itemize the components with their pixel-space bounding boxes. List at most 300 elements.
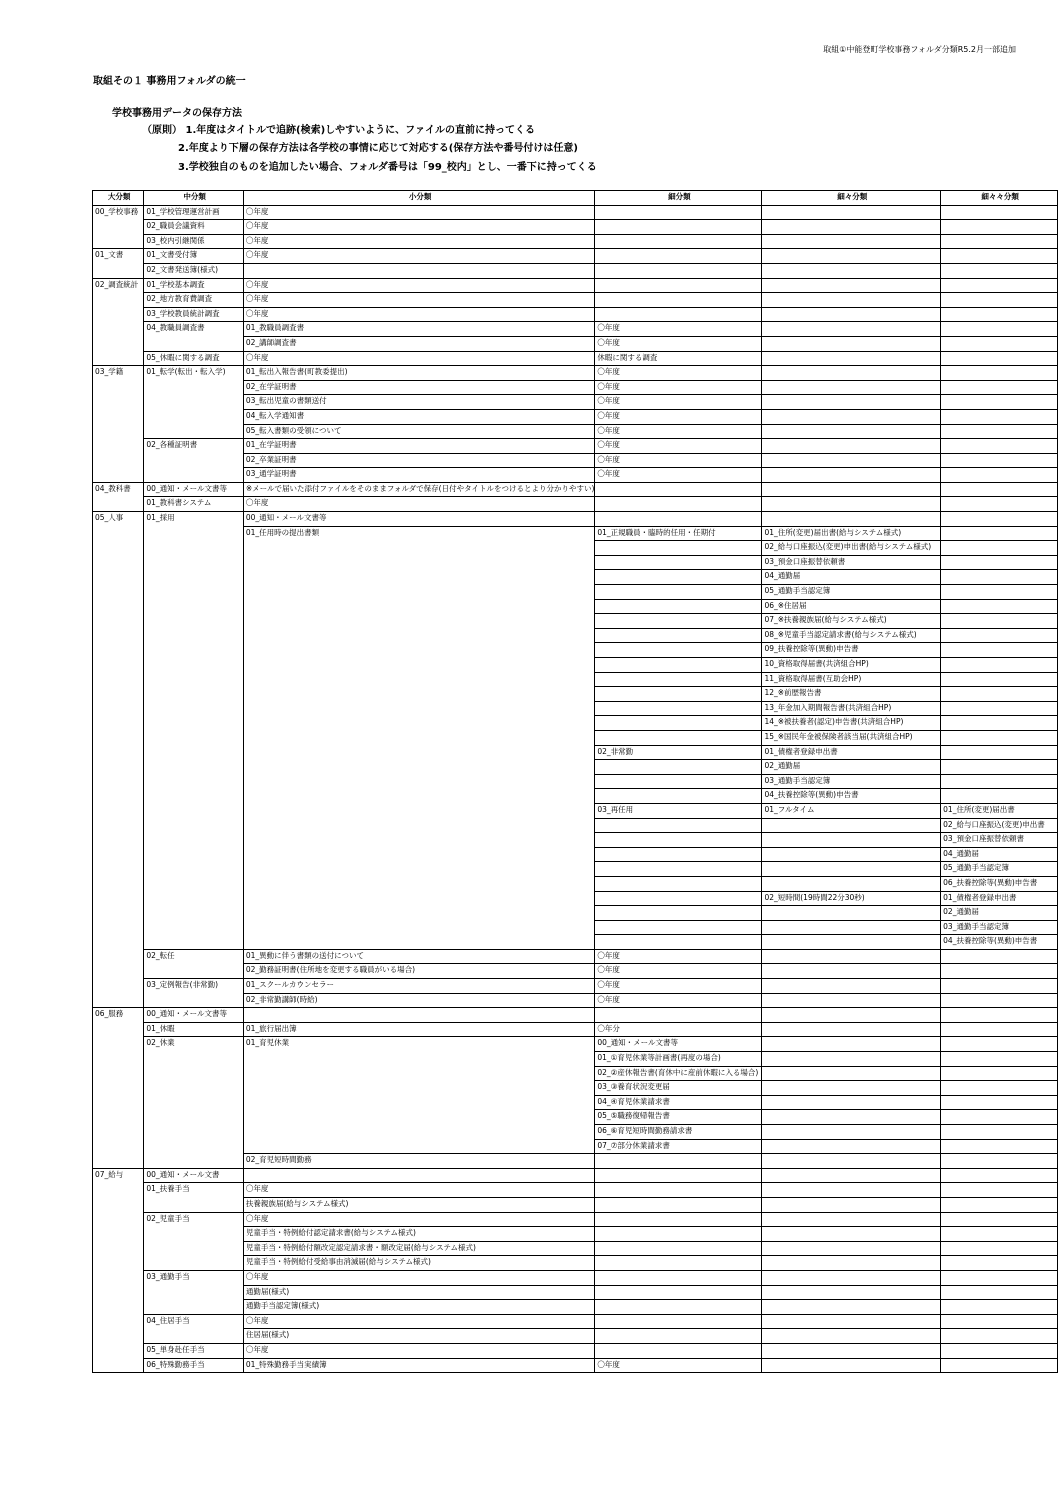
table-row: [93, 1183, 1058, 1198]
table-cell: [93, 395, 144, 410]
table-cell: 01_正規職員・臨時的任用・任期付: [595, 526, 762, 541]
table-cell: [93, 234, 144, 249]
table-cell: [144, 453, 244, 468]
table-cell: [941, 1227, 1058, 1242]
table-cell: [595, 1183, 762, 1198]
table-cell: [144, 570, 244, 585]
table-cell: [144, 1095, 244, 1110]
table-cell: [941, 730, 1058, 745]
table-cell: 03_通勤手当認定簿: [941, 920, 1058, 935]
table-cell: [144, 1285, 244, 1300]
table-cell: [144, 1125, 244, 1140]
table-cell: 〇年度: [243, 1343, 595, 1358]
table-row: [93, 1285, 1058, 1300]
table-cell: [762, 424, 941, 439]
table-cell: [595, 862, 762, 877]
table-cell: [93, 1066, 144, 1081]
table-cell: [144, 745, 244, 760]
table-cell: 01_文書: [93, 249, 144, 264]
table-cell: 04_教科書: [93, 482, 144, 497]
table-cell: 〇年度: [595, 409, 762, 424]
table-row: [93, 512, 1058, 527]
table-cell: [941, 1358, 1058, 1373]
table-cell: [762, 862, 941, 877]
table-cell: [243, 833, 595, 848]
table-cell: 通勤手当認定簿(様式): [243, 1300, 595, 1315]
table-cell: [243, 701, 595, 716]
table-cell: [243, 891, 595, 906]
table-cell: 01_住所(変更)届出書: [941, 803, 1058, 818]
table-cell: [243, 570, 595, 585]
table-cell: 00_学校事務: [93, 205, 144, 220]
table-cell: 02_講師調査書: [243, 336, 595, 351]
table-cell: [243, 687, 595, 702]
table-row: [93, 847, 1058, 862]
table-cell: [93, 1197, 144, 1212]
table-cell: 05_単身赴任手当: [144, 1343, 244, 1358]
table-cell: 02_卒業証明書: [243, 453, 595, 468]
table-cell: 04_転入学通知書: [243, 409, 595, 424]
table-cell: [144, 1329, 244, 1344]
table-cell: [941, 278, 1058, 293]
table-cell: 02_児童手当: [144, 1212, 244, 1227]
table-cell: 〇年度: [243, 1212, 595, 1227]
table-cell: [941, 263, 1058, 278]
table-cell: [595, 555, 762, 570]
table-cell: [93, 263, 144, 278]
table-cell: 03_学校教員統計調査: [144, 307, 244, 322]
column-header: 細々々分類: [941, 191, 1058, 206]
table-cell: [941, 482, 1058, 497]
table-cell: [595, 497, 762, 512]
table-cell: [144, 380, 244, 395]
table-cell: [144, 760, 244, 775]
table-cell: 00_通知・メール文書等: [243, 512, 595, 527]
table-cell: 05_通勤手当認定簿: [941, 862, 1058, 877]
table-cell: [595, 818, 762, 833]
table-cell: 〇年度: [243, 234, 595, 249]
table-row: [93, 439, 1058, 454]
table-cell: [595, 1270, 762, 1285]
table-cell: [93, 876, 144, 891]
table-cell: 〇年度: [595, 380, 762, 395]
table-row: [93, 395, 1058, 410]
table-cell: 12_※前歴報告書: [762, 687, 941, 702]
table-cell: ※メールで届いた添付ファイルをそのままフォルダで保存(日付やタイトルをつけるとより分かりやすい): [243, 482, 595, 497]
table-cell: [595, 220, 762, 235]
table-cell: 〇年度: [595, 336, 762, 351]
table-cell: [93, 307, 144, 322]
table-cell: [243, 774, 595, 789]
table-cell: [595, 687, 762, 702]
table-cell: [941, 249, 1058, 264]
table-row: [93, 1037, 1058, 1052]
table-cell: [595, 278, 762, 293]
table-cell: 07_⑦部分休業請求書: [595, 1139, 762, 1154]
table-cell: [243, 1081, 595, 1096]
table-cell: 00_通知・メール文書: [144, 1168, 244, 1183]
table-cell: 〇年度: [595, 1358, 762, 1373]
table-row: [93, 920, 1058, 935]
table-cell: [941, 1110, 1058, 1125]
table-cell: [762, 949, 941, 964]
table-cell: [595, 512, 762, 527]
table-cell: 06_扶養控除等(異動)申告書: [941, 876, 1058, 891]
table-cell: [595, 1343, 762, 1358]
table-cell: 01_債権者登録申出書: [941, 891, 1058, 906]
table-cell: [762, 993, 941, 1008]
table-cell: [762, 482, 941, 497]
table-cell: [243, 1125, 595, 1140]
table-row: [93, 351, 1058, 366]
table-row: [93, 1022, 1058, 1037]
table-cell: [595, 234, 762, 249]
table-row: [93, 1095, 1058, 1110]
table-row: [93, 424, 1058, 439]
table-cell: [941, 307, 1058, 322]
table-cell: 05_休暇に関する調査: [144, 351, 244, 366]
table-cell: [941, 380, 1058, 395]
table-body: [93, 205, 1058, 1373]
table-cell: [93, 1329, 144, 1344]
table-cell: [243, 716, 595, 731]
table-cell: [941, 409, 1058, 424]
table-cell: 00_通知・メール文書等: [595, 1037, 762, 1052]
table-cell: [595, 482, 762, 497]
table-cell: 01_任用時の提出書類: [243, 526, 595, 541]
table-cell: [941, 570, 1058, 585]
table-cell: [243, 862, 595, 877]
table-row: [93, 1154, 1058, 1169]
table-cell: [595, 1300, 762, 1315]
table-row: [93, 1329, 1058, 1344]
table-cell: [762, 220, 941, 235]
column-header: 小分類: [243, 191, 595, 206]
table-cell: [243, 672, 595, 687]
table-cell: 00_通知・メール文書等: [144, 482, 244, 497]
table-cell: 02_勤務証明書(住所地を変更する職員がいる場合): [243, 964, 595, 979]
table-row: [93, 570, 1058, 585]
table-cell: [595, 263, 762, 278]
table-cell: 〇年度: [243, 1183, 595, 1198]
table-cell: [941, 1270, 1058, 1285]
table-cell: [941, 716, 1058, 731]
table-cell: [144, 906, 244, 921]
table-row: [93, 1008, 1058, 1023]
table-cell: [762, 1270, 941, 1285]
table-cell: 〇年度: [243, 278, 595, 293]
table-cell: [144, 424, 244, 439]
table-cell: [762, 906, 941, 921]
table-cell: [93, 1154, 144, 1169]
table-cell: [941, 541, 1058, 556]
table-cell: 02_非常勤講師(時給): [243, 993, 595, 1008]
table-cell: [243, 628, 595, 643]
table-cell: [762, 833, 941, 848]
table-row: [93, 541, 1058, 556]
table-cell: [144, 658, 244, 673]
table-row: [93, 745, 1058, 760]
table-cell: 01_異動に伴う書類の送付について: [243, 949, 595, 964]
table-cell: [93, 351, 144, 366]
table-cell: 04_通勤届: [762, 570, 941, 585]
table-cell: [762, 876, 941, 891]
table-cell: [941, 293, 1058, 308]
table-cell: [941, 1008, 1058, 1023]
table-cell: [762, 395, 941, 410]
table-cell: [144, 395, 244, 410]
table-cell: [243, 935, 595, 950]
table-cell: [243, 1052, 595, 1067]
table-cell: [93, 1037, 144, 1052]
table-cell: [93, 760, 144, 775]
table-cell: [144, 1154, 244, 1169]
table-row: [93, 979, 1058, 994]
table-cell: [941, 1314, 1058, 1329]
table-cell: [93, 614, 144, 629]
table-cell: 04_住居手当: [144, 1314, 244, 1329]
table-cell: [243, 555, 595, 570]
table-cell: 〇年度: [243, 307, 595, 322]
table-cell: 04_扶養控除等(異動)申告書: [941, 935, 1058, 950]
table-cell: [144, 789, 244, 804]
table-cell: 02_非常勤: [595, 745, 762, 760]
table-cell: [144, 409, 244, 424]
table-cell: [595, 570, 762, 585]
table-cell: [595, 847, 762, 862]
table-row: [93, 599, 1058, 614]
table-cell: 00_通知・メール文書等: [144, 1008, 244, 1023]
table-cell: 〇年度: [243, 249, 595, 264]
table-cell: 01_学校基本調査: [144, 278, 244, 293]
table-cell: [93, 1212, 144, 1227]
table-cell: [243, 614, 595, 629]
table-cell: [595, 1168, 762, 1183]
table-cell: [595, 307, 762, 322]
table-cell: [762, 1154, 941, 1169]
table-cell: [595, 1285, 762, 1300]
table-cell: [144, 993, 244, 1008]
table-cell: 04_通勤届: [941, 847, 1058, 862]
table-cell: [941, 555, 1058, 570]
table-cell: [595, 1241, 762, 1256]
table-cell: [93, 979, 144, 994]
table-cell: 〇年度: [595, 979, 762, 994]
table-row: [93, 1314, 1058, 1329]
rule-prefix: （原則）: [142, 125, 182, 136]
table-row: [93, 1300, 1058, 1315]
table-cell: [93, 1022, 144, 1037]
table-cell: [93, 1270, 144, 1285]
table-cell: [93, 1125, 144, 1140]
table-row: [93, 293, 1058, 308]
rule-3: 3.学校独自のものを追加したい場合、フォルダ番号は「99_校内」とし、一番下に持ってくる: [178, 162, 597, 173]
table-cell: [762, 1285, 941, 1300]
table-cell: [941, 1022, 1058, 1037]
table-cell: [941, 1183, 1058, 1198]
table-cell: [144, 935, 244, 950]
table-cell: [762, 1095, 941, 1110]
table-cell: [144, 599, 244, 614]
table-cell: [243, 745, 595, 760]
table-cell: [93, 847, 144, 862]
table-cell: [93, 1314, 144, 1329]
table-cell: [762, 439, 941, 454]
table-cell: [595, 614, 762, 629]
table-cell: [941, 1212, 1058, 1227]
table-row: [93, 1168, 1058, 1183]
table-cell: 02_給与口座振込(変更)申出書(給与システム様式): [762, 541, 941, 556]
table-cell: [93, 1227, 144, 1242]
table-cell: [93, 920, 144, 935]
table-row: [93, 730, 1058, 745]
table-row: [93, 497, 1058, 512]
table-cell: [762, 818, 941, 833]
table-cell: [941, 1095, 1058, 1110]
table-cell: [93, 439, 144, 454]
table-row: [93, 336, 1058, 351]
table-cell: [762, 380, 941, 395]
table-cell: [93, 906, 144, 921]
table-cell: [762, 1212, 941, 1227]
table-row: [93, 1270, 1058, 1285]
table-cell: 01_転学(転出・転入学): [144, 366, 244, 381]
table-cell: [144, 1227, 244, 1242]
table-cell: 02_育児短時間勤務: [243, 1154, 595, 1169]
table-cell: [243, 658, 595, 673]
table-cell: 01_扶養手当: [144, 1183, 244, 1198]
table-row: [93, 263, 1058, 278]
table-cell: [762, 468, 941, 483]
rule-2: 2.年度より下層の保存方法は各学校の事情に応じて対応する(保存方法や番号付けは任意): [178, 143, 578, 154]
table-row: [93, 789, 1058, 804]
table-cell: [144, 628, 244, 643]
table-cell: 04_扶養控除等(異動)申告書: [762, 789, 941, 804]
table-cell: 〇年度: [595, 439, 762, 454]
table-row: [93, 935, 1058, 950]
table-cell: 02_転任: [144, 949, 244, 964]
table-cell: 03_学籍: [93, 366, 144, 381]
table-cell: [941, 1066, 1058, 1081]
table-cell: [762, 497, 941, 512]
table-cell: [595, 1314, 762, 1329]
table-cell: [93, 555, 144, 570]
table-row: [93, 964, 1058, 979]
table-cell: [595, 1256, 762, 1271]
table-cell: [595, 1008, 762, 1023]
table-cell: [144, 687, 244, 702]
table-cell: [93, 862, 144, 877]
table-row: [93, 1197, 1058, 1212]
table-cell: [595, 906, 762, 921]
table-row: [93, 614, 1058, 629]
table-cell: [762, 307, 941, 322]
table-cell: [144, 774, 244, 789]
table-row: [93, 818, 1058, 833]
table-row: [93, 1212, 1058, 1227]
table-cell: 05_人事: [93, 512, 144, 527]
table-cell: 01_旅行届出簿: [243, 1022, 595, 1037]
table-cell: 住居届(様式): [243, 1329, 595, 1344]
table-cell: [595, 585, 762, 600]
table-cell: [762, 336, 941, 351]
table-cell: [941, 658, 1058, 673]
rule-1-text: 1.年度はタイトルで追跡(検索)しやすいように、ファイルの直前に持ってくる: [185, 125, 535, 136]
table-row: [93, 906, 1058, 921]
table-cell: [595, 1227, 762, 1242]
table-cell: [941, 336, 1058, 351]
table-row: [93, 628, 1058, 643]
table-cell: 01_在学証明書: [243, 439, 595, 454]
table-cell: 02_地方教育費調査: [144, 293, 244, 308]
table-cell: [595, 672, 762, 687]
table-cell: [595, 1212, 762, 1227]
table-cell: [941, 512, 1058, 527]
table-cell: [93, 220, 144, 235]
table-cell: 01_特殊勤務手当実績簿: [243, 1358, 595, 1373]
table-cell: [941, 220, 1058, 235]
table-row: [93, 993, 1058, 1008]
table-row: [93, 803, 1058, 818]
table-cell: [941, 1329, 1058, 1344]
table-cell: [941, 1081, 1058, 1096]
table-cell: [595, 1197, 762, 1212]
table-cell: [941, 614, 1058, 629]
table-cell: [93, 1285, 144, 1300]
table-cell: [941, 1154, 1058, 1169]
table-cell: [595, 643, 762, 658]
table-cell: 04_教職員調査書: [144, 322, 244, 337]
table-cell: 通勤届(様式): [243, 1285, 595, 1300]
table-cell: [941, 585, 1058, 600]
table-cell: [144, 862, 244, 877]
table-cell: [243, 818, 595, 833]
table-cell: [595, 541, 762, 556]
table-cell: [243, 1139, 595, 1154]
table-cell: 02_職員会議資料: [144, 220, 244, 235]
table-cell: [762, 249, 941, 264]
table-row: [93, 760, 1058, 775]
table-row: [93, 643, 1058, 658]
table-cell: [595, 701, 762, 716]
table-cell: 02_休業: [144, 1037, 244, 1052]
table-cell: 05_通勤手当認定簿: [762, 585, 941, 600]
table-cell: [93, 701, 144, 716]
table-cell: [144, 541, 244, 556]
table-cell: [93, 336, 144, 351]
table-cell: [762, 322, 941, 337]
table-row: [93, 949, 1058, 964]
table-cell: [762, 205, 941, 220]
table-cell: 03_預金口座振替依頼書: [762, 555, 941, 570]
page-title: 取組その１ 事務用フォルダの統一: [93, 76, 246, 87]
table-cell: [762, 1081, 941, 1096]
table-cell: [243, 599, 595, 614]
table-cell: 01_フルタイム: [762, 803, 941, 818]
table-cell: [941, 979, 1058, 994]
table-cell: 01_育児休業: [243, 1037, 595, 1052]
table-cell: 01_文書受付簿: [144, 249, 244, 264]
table-cell: [762, 293, 941, 308]
table-row: [93, 876, 1058, 891]
table-cell: [93, 1358, 144, 1373]
table-cell: [762, 278, 941, 293]
table-cell: [941, 395, 1058, 410]
table-cell: 14_※被扶養者(認定)申告書(共済組合HP): [762, 716, 941, 731]
table-cell: [243, 876, 595, 891]
table-cell: 03_預金口座振替依頼書: [941, 833, 1058, 848]
table-cell: [762, 1052, 941, 1067]
